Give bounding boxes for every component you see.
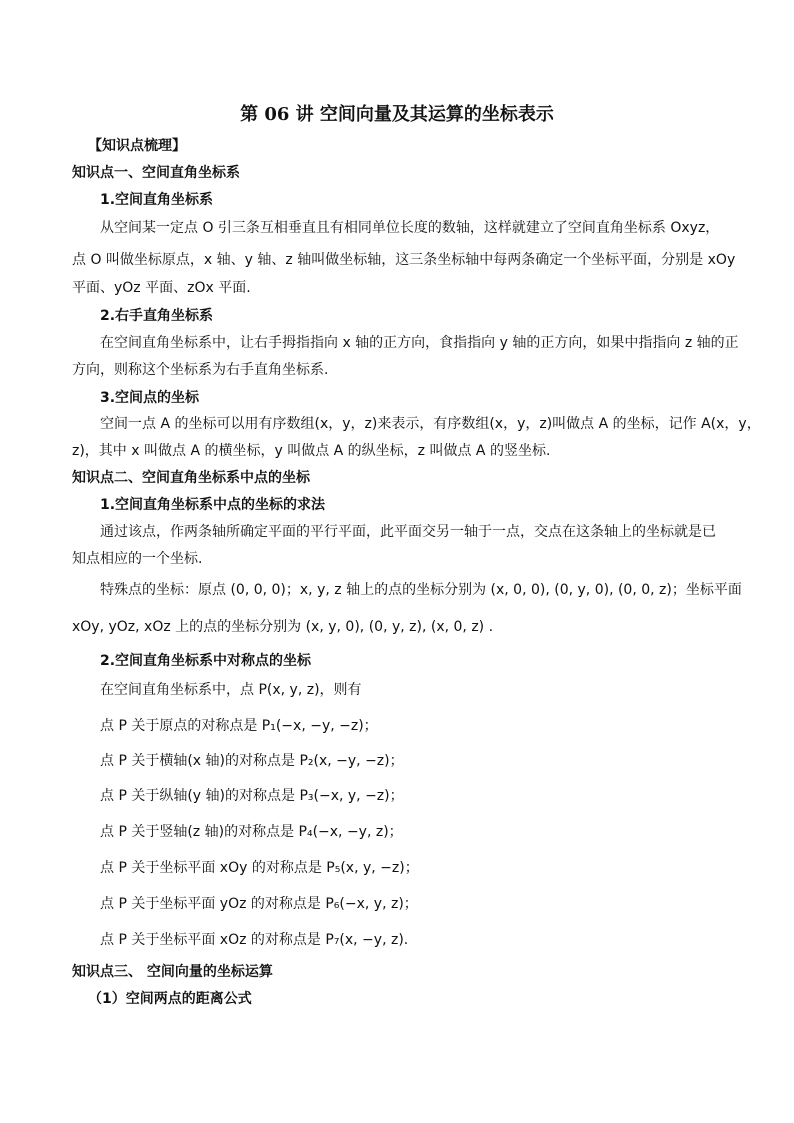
k1-s1-heading: 1.空间直角坐标系 bbox=[100, 192, 214, 208]
k1-s3-p2: z)，其中 x 叫做点 A 的横坐标，y 叫做点 A 的纵坐标，z 叫做点 A 的竖坐标. bbox=[72, 443, 551, 459]
k2-heading: 知识点二、空间直角坐标系中点的坐标 bbox=[72, 470, 310, 486]
k3-s1-heading: （1）空间两点的距离公式 bbox=[88, 991, 252, 1007]
symmetric-point-item: 点 P 关于坐标平面 yOz 的对称点是 P₆(−x, y, z)； bbox=[100, 896, 418, 912]
k3-heading: 知识点三、 空间向量的坐标运算 bbox=[72, 964, 273, 980]
k1-s1-p2: 点 O 叫做坐标原点，x 轴、y 轴、z 轴叫做坐标轴，这三条坐标轴中每两条确定一个坐标平面，分别是 xOy bbox=[72, 252, 736, 268]
k2-s2-heading: 2.空间直角坐标系中对称点的坐标 bbox=[100, 653, 312, 669]
k2-s1-p1: 通过该点，作两条轴所确定平面的平行平面，此平面交另一轴于一点，交点在这条轴上的坐标就是已 bbox=[100, 524, 716, 540]
symmetric-point-item: 点 P 关于竖轴(z 轴)的对称点是 P₄(−x, −y, z)； bbox=[100, 824, 403, 840]
symmetric-point-item: 点 P 关于坐标平面 xOz 的对称点是 P₇(x, −y, z). bbox=[100, 932, 409, 948]
k2-s1-p4: xOy, yOz, xOz 上的点的坐标分别为 (x, y, 0), (0, y, z), (x, 0, z) . bbox=[72, 619, 494, 635]
page-title: 第 06 讲 空间向量及其运算的坐标表示 bbox=[240, 104, 554, 125]
k1-s2-heading: 2.右手直角坐标系 bbox=[100, 308, 214, 324]
section-tag: 【知识点梳理】 bbox=[88, 138, 186, 154]
k1-s3-heading: 3.空间点的坐标 bbox=[100, 390, 200, 406]
k1-s1-p1: 从空间某一定点 O 引三条互相垂直且有相同单位长度的数轴，这样就建立了空间直角坐标系 Oxyz， bbox=[100, 220, 720, 236]
k2-s1-p2: 知点相应的一个坐标. bbox=[72, 551, 203, 567]
k1-s2-p1: 在空间直角坐标系中，让右手拇指指向 x 轴的正方向，食指指向 y 轴的正方向，如果中指指向 z 轴的正 bbox=[100, 335, 739, 351]
k2-s1-p3: 特殊点的坐标：原点 (0, 0, 0)；x, y, z 轴上的点的坐标分别为 (x, 0, 0), (0, y, 0), (0, 0, z)；坐标平面 bbox=[100, 582, 742, 598]
k2-s2-intro: 在空间直角坐标系中，点 P(x, y, z)，则有 bbox=[100, 682, 362, 698]
k1-s2-p2: 方向，则称这个坐标系为右手直角坐标系. bbox=[72, 362, 329, 378]
k1-heading: 知识点一、空间直角坐标系 bbox=[72, 165, 240, 181]
symmetric-point-item: 点 P 关于横轴(x 轴)的对称点是 P₂(x, −y, −z)； bbox=[100, 753, 404, 769]
k2-s1-heading: 1.空间直角坐标系中点的坐标的求法 bbox=[100, 497, 326, 513]
k1-s3-p1: 空间一点 A 的坐标可以用有序数组(x，y，z)来表示，有序数组(x，y，z)叫做点 A 的坐标，记作 A(x，y， bbox=[100, 416, 761, 432]
symmetric-point-item: 点 P 关于纵轴(y 轴)的对称点是 P₃(−x, y, −z)； bbox=[100, 788, 404, 804]
symmetric-point-item: 点 P 关于坐标平面 xOy 的对称点是 P₅(x, y, −z)； bbox=[100, 860, 419, 876]
symmetric-point-item: 点 P 关于原点的对称点是 P₁(−x, −y, −z)； bbox=[100, 718, 378, 734]
k1-s1-p3: 平面、yOz 平面、zOx 平面. bbox=[72, 280, 251, 296]
